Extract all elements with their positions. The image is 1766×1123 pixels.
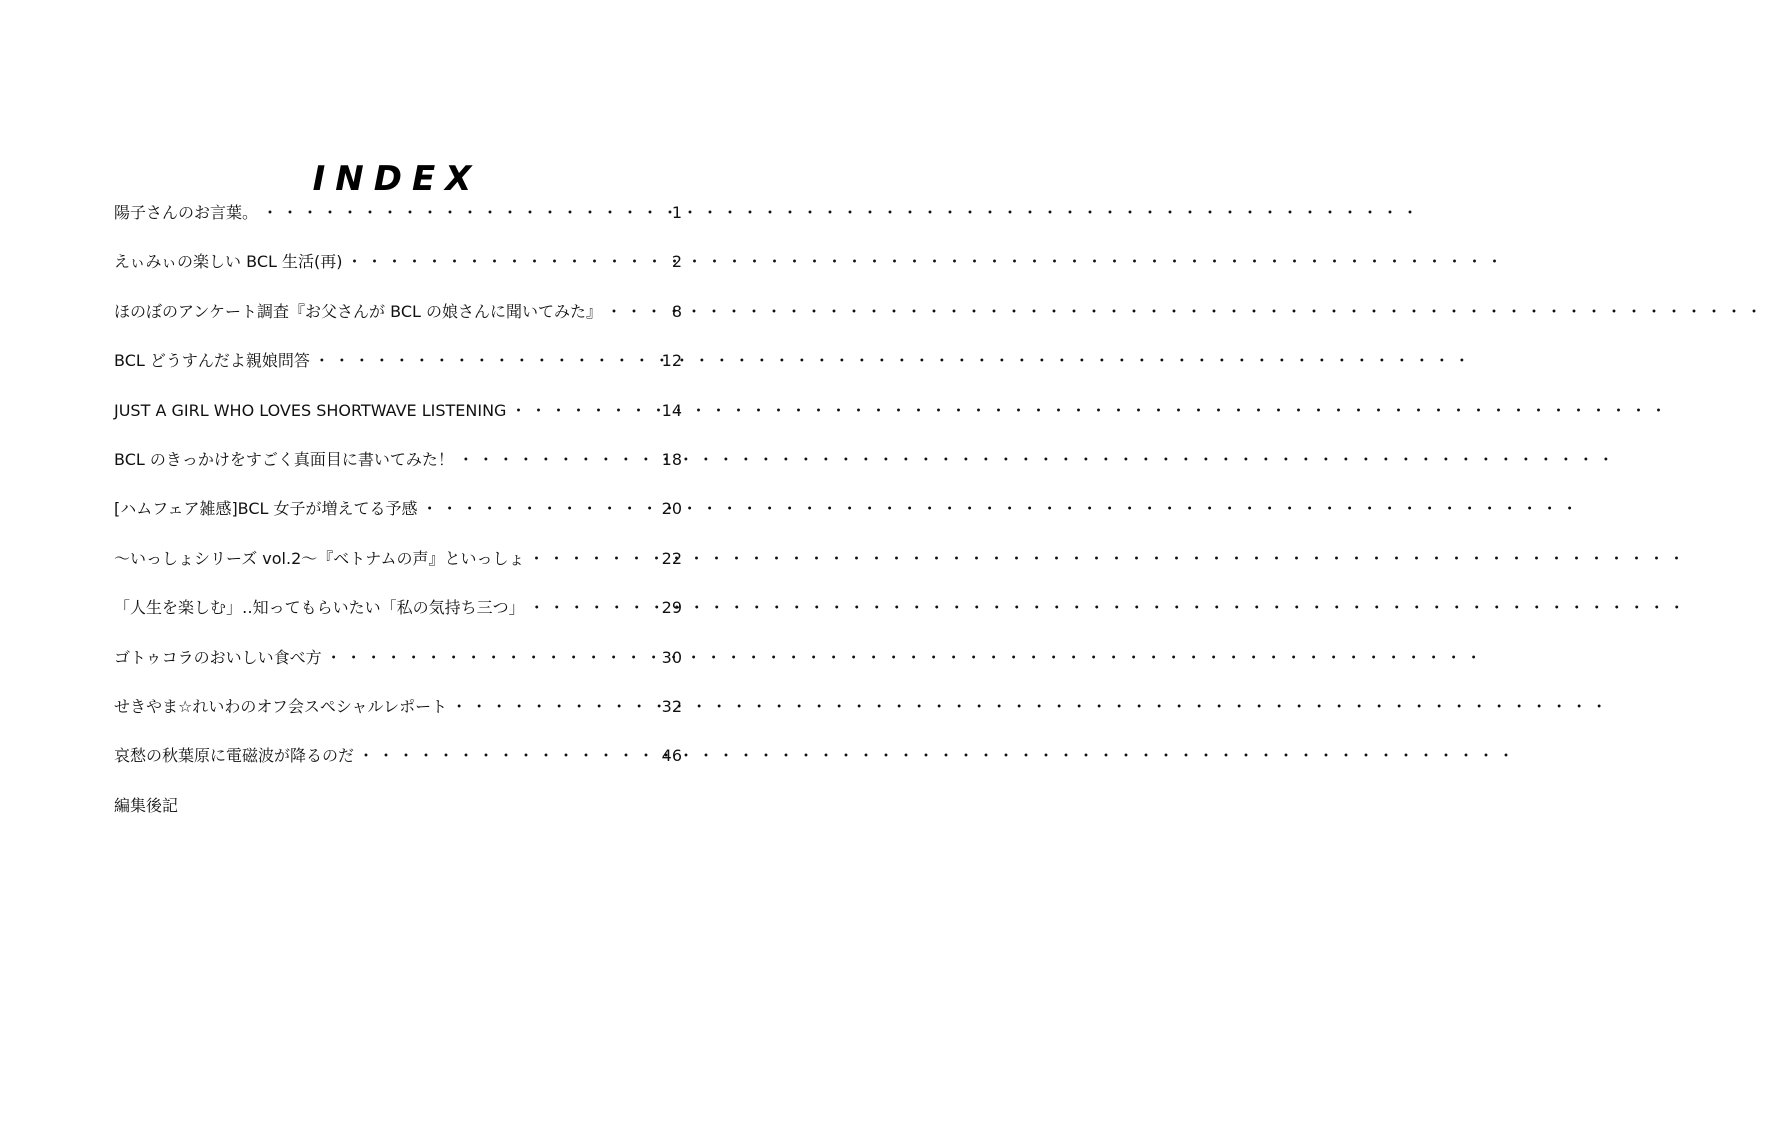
- toc-entry-title: ほのぼのアンケート調査『お父さんが BCL の娘さんに聞いてみた』: [114, 301, 602, 321]
- toc-dot-leader: [451, 692, 659, 722]
- toc-entry-5[interactable]: [114, 396, 682, 445]
- toc-entry-10[interactable]: [114, 643, 682, 692]
- toc-dot-leader: [422, 494, 660, 524]
- toc-entry-title: BCL どうすんだよ親娘問答: [114, 351, 310, 371]
- toc-page-number: 14: [661, 400, 682, 420]
- toc-entry-4[interactable]: [114, 346, 682, 395]
- toc-entry-title: せきやま☆れいわのオフ会スペシャルレポート: [114, 696, 448, 716]
- toc-page-number: 18: [661, 449, 682, 469]
- toc-page-number: 1: [671, 203, 682, 222]
- toc-entry-3[interactable]: [114, 297, 682, 346]
- toc-entry-title: JUST A GIRL WHO LOVES SHORTWAVE LISTENING: [114, 400, 507, 420]
- toc-page-number: 30: [661, 647, 682, 667]
- toc-dot-leader: [510, 396, 659, 426]
- toc-entry-title: 「人生を楽しむ」‥知ってもらいたい「私の気持ち三つ」: [114, 598, 525, 618]
- toc-page-number: 12: [661, 351, 682, 371]
- table-of-contents: [114, 198, 682, 840]
- toc-page-number: 20: [661, 499, 682, 519]
- toc-dot-leader: [458, 445, 660, 475]
- toc-entry-7[interactable]: [114, 494, 682, 543]
- toc-entry-6[interactable]: [114, 445, 682, 494]
- toc-dot-leader: [326, 643, 660, 673]
- toc-entry-title: 編集後記: [114, 795, 179, 815]
- toc-entry-9[interactable]: [114, 593, 682, 642]
- toc-entry-title: えぃみぃの楽しい BCL 生活(再): [114, 252, 343, 272]
- toc-page-number: 46: [661, 746, 682, 766]
- toc-entry-11[interactable]: [114, 692, 682, 741]
- toc-page-number: 32: [661, 696, 682, 716]
- toc-dot-leader: [262, 198, 670, 228]
- toc-entry-12[interactable]: [114, 741, 682, 790]
- toc-dot-leader: [358, 741, 660, 771]
- toc-page-number: 8: [671, 301, 682, 321]
- toc-entry-title: 〜いっしょシリーズ vol.2〜『ベトナムの声』といっしょ: [114, 548, 525, 568]
- toc-entry-1[interactable]: [114, 198, 682, 247]
- toc-dot-leader: [314, 346, 660, 376]
- toc-page-number: 22: [661, 548, 682, 568]
- toc-entry-title: 哀愁の秋葉原に電磁波が降るのだ: [114, 746, 355, 766]
- toc-entry-2[interactable]: [114, 247, 682, 296]
- toc-dot-leader: [346, 247, 669, 277]
- toc-page-number: 29: [661, 598, 682, 618]
- toc-entry-13[interactable]: [114, 791, 682, 840]
- toc-dot-leader: [606, 297, 670, 327]
- toc-entry-title: [ハムフェア雑感]BCL 女子が増えてる予感: [114, 499, 418, 519]
- toc-entry-title: ゴトゥコラのおいしい食べ方: [114, 647, 322, 667]
- toc-dot-leader: [529, 593, 660, 623]
- toc-page-number: 2: [671, 252, 682, 272]
- toc-entry-title: 陽子さんのお言葉。: [114, 203, 259, 222]
- toc-entry-title: BCL のきっかけをすごく真面目に書いてみた！: [114, 449, 454, 469]
- page-title: INDEX: [312, 158, 482, 199]
- toc-dot-leader: [528, 544, 659, 574]
- toc-entry-8[interactable]: [114, 544, 682, 593]
